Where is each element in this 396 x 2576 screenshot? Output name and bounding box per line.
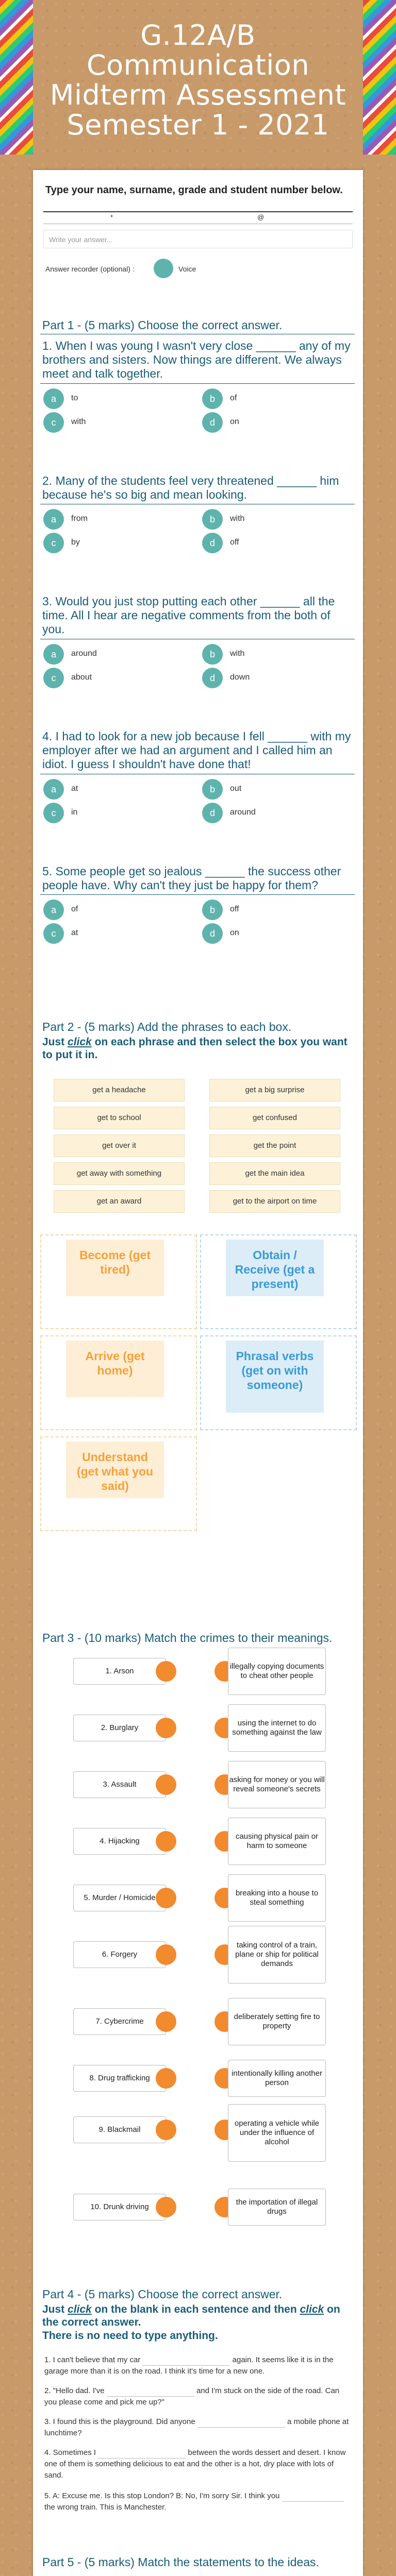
part4-instructions-2: There is no need to type anything. (42, 2330, 218, 2342)
meaning-item[interactable]: breaking into a house to steal something (228, 1874, 326, 1922)
option-label[interactable]: at (71, 784, 78, 793)
meaning-item[interactable]: causing physical pain or harm to someone (228, 1818, 326, 1865)
part4-instructions (42, 2303, 357, 2329)
instr-text: on the correct answer. (42, 2303, 340, 2328)
phrase-chip[interactable]: get an award (54, 1190, 185, 1213)
phrase-chip[interactable]: get confused (209, 1107, 340, 1129)
option-b-badge[interactable]: b (202, 779, 223, 800)
meaning-item[interactable]: deliberately setting fire to property (228, 1998, 326, 2045)
title-line: G.12A/B (140, 19, 256, 52)
meaning-item[interactable]: operating a vehicle while under the influence of alcohol (228, 2104, 326, 2162)
option-b-badge[interactable]: b (202, 900, 223, 920)
crime-item[interactable]: 5. Murder / Homicide (73, 1885, 166, 1911)
sentence-text: and I'm stuck on the side of the road. Can you please come and pick me up?" (44, 2386, 340, 2406)
meaning-item[interactable]: illegally copying documents to cheat other people (228, 1648, 326, 1695)
meaning-item[interactable]: the importation of illegal drugs (228, 2189, 326, 2226)
crime-item[interactable]: 10. Drunk driving (73, 2194, 166, 2221)
decorative-strip-right (363, 0, 396, 155)
option-a-badge[interactable]: a (43, 388, 64, 409)
table-header-rule (43, 211, 353, 212)
phrase-chip[interactable]: get a big surprise (209, 1079, 340, 1101)
page-title (37, 21, 359, 140)
question-text: 2. Many of the students feel very threatened ______ him because he's so big and mean looking. (42, 474, 339, 501)
recorder-label: Answer recorder (optional) : (45, 265, 135, 273)
match-dot-left[interactable] (156, 1831, 176, 1852)
category-label: Phrasal verbs (get on with someone) (226, 1341, 324, 1413)
title-line: Midterm Assessment (50, 79, 346, 111)
question-text: 5. Some people get so jealous ______ the success other people have. Why can't they just be happy for them? (42, 865, 341, 892)
instr-click: click (68, 1036, 92, 1048)
option-a-badge[interactable]: a (43, 779, 64, 800)
answer-blank[interactable] (107, 2389, 194, 2397)
match-dot-left[interactable] (156, 1661, 176, 1682)
sentence-text: the wrong train. This is Manchester. (44, 2503, 167, 2512)
category-label: Obtain / Receive (get a present) (226, 1240, 324, 1296)
option-label[interactable]: off (230, 905, 239, 913)
sentence-text: 5. A: Excuse me. Is this stop London? B: No, I'm sorry Sir. I think you (44, 2492, 280, 2500)
option-b-badge[interactable]: b (202, 388, 223, 409)
answer-blank[interactable] (142, 2358, 230, 2366)
option-label[interactable]: of (71, 905, 78, 913)
option-label[interactable]: in (71, 808, 78, 817)
decorative-strip-left (0, 0, 33, 155)
crime-item[interactable]: 7. Cybercrime (73, 2008, 166, 2035)
meaning-item[interactable]: taking control of a train, plane or ship for political demands (228, 1926, 326, 1984)
part2-instructions (42, 1036, 357, 1061)
option-label[interactable]: with (71, 417, 86, 426)
sentence-text: again. It seems like it is in the garage more than it is on the road. I think it's time for a new one. (44, 2355, 334, 2376)
option-d-badge[interactable]: d (202, 412, 223, 433)
instr-text: on each phrase and then select the box you want to put it in. (42, 1036, 348, 1061)
crime-item[interactable]: 3. Assault (73, 1771, 166, 1798)
option-label[interactable]: out (230, 784, 242, 793)
option-c-badge[interactable]: c (43, 803, 64, 823)
option-c-badge[interactable]: c (43, 412, 64, 433)
fill-sentence (44, 2490, 354, 2513)
sentence-text: between the words dessert and desert. I know one of them is something delicious to eat and the other is a hot, dry place with lots of sand. (44, 2448, 346, 2480)
phrase-chip[interactable]: get to the airport on time (209, 1190, 340, 1213)
fill-sentence (44, 2354, 354, 2377)
option-label[interactable]: with (230, 649, 245, 658)
option-label[interactable]: from (71, 514, 88, 523)
phrase-chip[interactable]: get to school (54, 1107, 185, 1129)
phrase-chip[interactable]: get the point (209, 1134, 340, 1157)
option-label[interactable]: down (230, 673, 250, 682)
option-d-badge[interactable]: d (202, 923, 223, 944)
instr-text: Just (42, 1036, 68, 1048)
match-dot-left[interactable] (156, 2011, 176, 2032)
phrase-chip[interactable]: get the main idea (209, 1162, 340, 1185)
fill-sentence (44, 2416, 354, 2439)
fill-sentence (44, 2385, 354, 2408)
match-dot-left[interactable] (156, 2197, 176, 2217)
crime-item[interactable]: 8. Drug trafficking (73, 2065, 166, 2092)
phrase-chip[interactable]: get over it (54, 1134, 185, 1157)
option-c-badge[interactable]: c (43, 533, 64, 553)
category-label: Become (get tired) (66, 1240, 164, 1296)
section-rule (40, 894, 355, 895)
option-label[interactable]: by (71, 538, 80, 547)
option-a-badge[interactable]: a (43, 644, 64, 665)
intro-prompt: Type your name, surname, grade and student number below. (45, 184, 343, 196)
option-b-badge[interactable]: b (202, 644, 223, 665)
part4-title: Part 4 - (5 marks) Choose the correct answer. (42, 2287, 283, 2301)
column-header: * (110, 213, 113, 221)
category-label: Arrive (get home) (66, 1341, 164, 1397)
crime-item[interactable]: 9. Blackmail (73, 2116, 166, 2143)
category-label: Understand (get what you said) (66, 1442, 164, 1498)
instr-text: on the blank in each sentence and then (91, 2303, 300, 2315)
option-label[interactable]: about (71, 673, 92, 682)
option-label[interactable]: around (71, 649, 97, 658)
crime-item[interactable]: 6. Forgery (73, 1941, 166, 1968)
option-d-badge[interactable]: d (202, 803, 223, 823)
match-dot-left[interactable] (156, 2120, 176, 2140)
option-label[interactable]: on (230, 417, 239, 426)
instr-text: Just (42, 2303, 68, 2315)
option-a-badge[interactable]: a (43, 509, 64, 530)
part5-title: Part 5 - (5 marks) Match the statements to the ideas. (42, 2555, 319, 2569)
record-button[interactable] (154, 259, 173, 278)
match-dot-left[interactable] (156, 2068, 176, 2089)
option-label[interactable]: at (71, 928, 78, 937)
option-c-badge[interactable]: c (43, 923, 64, 944)
phrase-chip[interactable]: get away with something (54, 1162, 185, 1185)
option-b-badge[interactable]: b (202, 509, 223, 530)
match-dot-left[interactable] (156, 1888, 176, 1908)
match-dot-left[interactable] (156, 1944, 176, 1965)
instr-click: click (300, 2303, 324, 2315)
part3-title: Part 3 - (10 marks) Match the crimes to their meanings. (42, 1631, 333, 1645)
option-label[interactable]: of (230, 394, 237, 402)
answer-blank[interactable] (98, 2451, 186, 2459)
fill-sentence (44, 2447, 354, 2481)
crime-item[interactable]: 4. Hijacking (73, 1828, 166, 1855)
question-text: 3. Would you just stop putting each other ______ all the time. All I hear are negative comments from the both of you. (42, 595, 335, 636)
meaning-item[interactable]: using the internet to do something against the law (228, 1704, 326, 1752)
section-rule (40, 383, 355, 384)
option-d-badge[interactable]: d (202, 668, 223, 688)
title-line: Communication (86, 49, 310, 81)
question-text: 4. I had to look for a new job because I fell ______ with my employer after we had an argument and I called him an idiot. I guess I shouldn't have done that! (42, 730, 351, 771)
option-a-badge[interactable]: a (43, 900, 64, 920)
option-d-badge[interactable]: d (202, 533, 223, 553)
instr-click: click (68, 2303, 92, 2315)
option-c-badge[interactable]: c (43, 668, 64, 688)
voice-label: Voice (178, 265, 196, 273)
option-label[interactable]: around (230, 808, 256, 817)
match-dot-left[interactable] (156, 1774, 176, 1795)
option-label[interactable]: with (230, 514, 245, 523)
sentence-text: 2. "Hello dad. I've (44, 2386, 105, 2395)
sentence-text: 1. I can't believe that my car (44, 2355, 141, 2364)
name-input[interactable]: Write your answer... (43, 230, 353, 248)
question-text: 1. When I was young I wasn't very close ______ any of my brothers and sisters. Now things are different. We always meet and talk together. (42, 339, 351, 380)
sentence-text: a mobile phone at lunchtime? (44, 2417, 349, 2437)
option-label[interactable]: on (230, 928, 239, 937)
meaning-item[interactable]: intentionally killing another person (228, 2060, 326, 2097)
phrase-chip[interactable]: get a headache (54, 1079, 185, 1101)
option-label[interactable]: to (71, 394, 78, 402)
sentence-text: 3. I found this is the playground. Did anyone (44, 2417, 195, 2426)
answer-blank[interactable] (282, 2494, 344, 2502)
worksheet (33, 170, 363, 2576)
crime-item[interactable]: 2. Burglary (73, 1715, 166, 1741)
column-header: @ (257, 213, 265, 221)
meaning-item[interactable]: asking for money or you will reveal someone's secrets (228, 1761, 326, 1808)
answer-blank[interactable] (197, 2420, 285, 2428)
sentence-text: 4. Sometimes I (44, 2448, 96, 2457)
part1-title: Part 1 - (5 marks) Choose the correct answer. (42, 318, 283, 332)
match-dot-left[interactable] (156, 1718, 176, 1738)
option-label[interactable]: off (230, 538, 239, 547)
title-line: Semester 1 - 2021 (67, 109, 329, 141)
part2-title: Part 2 - (5 marks) Add the phrases to each box. (42, 1020, 292, 1033)
crime-item[interactable]: 1. Arson (73, 1658, 166, 1685)
